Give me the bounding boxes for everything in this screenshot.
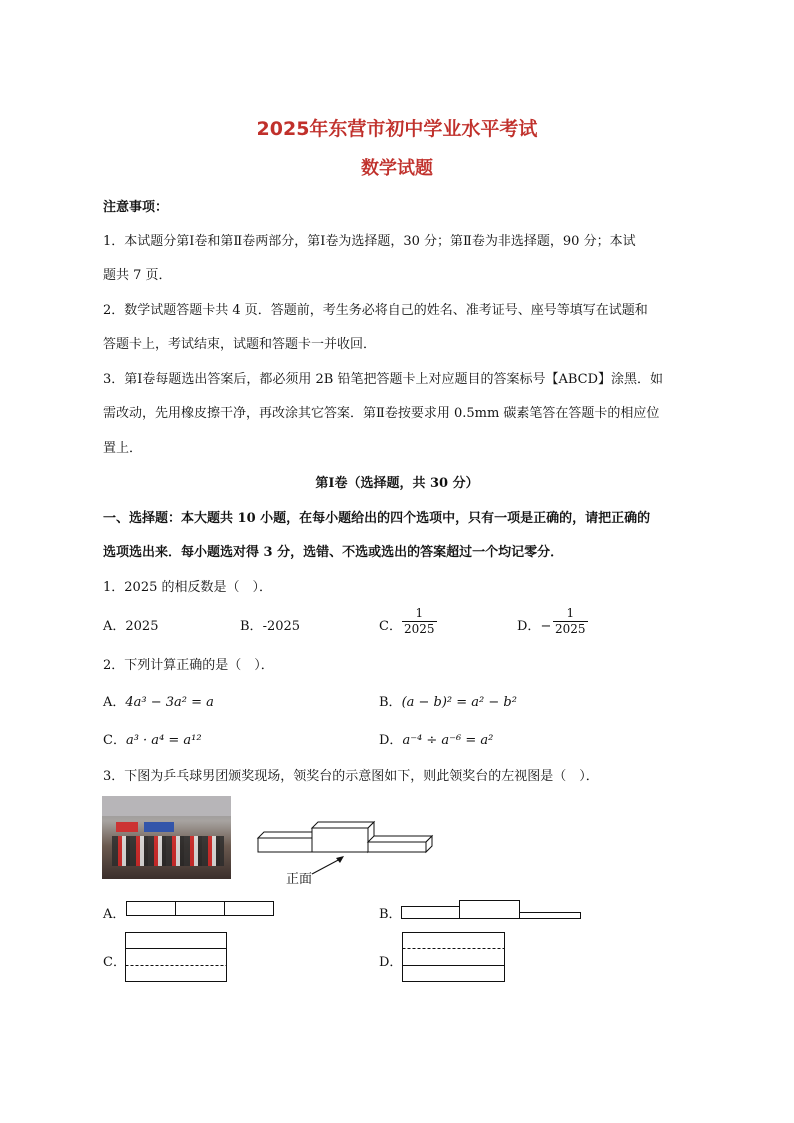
option-label: D． — [379, 733, 403, 748]
photo-sign — [144, 822, 174, 832]
option-label: D． — [517, 619, 541, 634]
fraction-numerator: 1 — [415, 606, 424, 620]
option-math: 4a³ − 3a² = a — [125, 695, 214, 710]
photo-banner — [102, 796, 231, 816]
q3-option-b-label[interactable]: B． — [379, 907, 402, 922]
q3-option-b-figure[interactable] — [401, 898, 586, 922]
notice-item-2-cont: 答题卡上，考试结束，试题和答题卡一并收回． — [103, 337, 377, 352]
front-view-label: 正面 — [286, 872, 313, 887]
notice-item-2: 2．数学试题答题卡共 4 页．答题前，考生务必将自己的姓名、准考证号、座号等填写在试题和 — [103, 303, 648, 318]
fraction-denominator: 2025 — [555, 622, 586, 636]
q1-option-c-fraction — [402, 606, 437, 637]
q2-option-a[interactable] — [103, 691, 214, 710]
option-label: A． — [103, 695, 126, 710]
q2-option-b[interactable] — [379, 691, 517, 710]
notice-item-1-cont: 题共 7 页． — [103, 268, 172, 283]
page-title: 2025年东营市初中学业水平考试 — [256, 118, 538, 140]
notice-heading: 注意事项： — [103, 200, 169, 215]
minus-sign: − — [540, 619, 552, 634]
arrow-head — [336, 856, 344, 863]
notice-item-3: 3．第Ⅰ卷每题选出答案后，都必须用 2B 铅笔把答题卡上对应题目的答案标号【ABCD】涂黑．如 — [103, 372, 664, 387]
option-text: -2025 — [262, 619, 301, 634]
option-math: (a − b)² = a² − b² — [401, 695, 517, 710]
photo-people — [112, 836, 224, 866]
q1-stem: 1．2025 的相反数是（ ）． — [103, 580, 272, 595]
q1-option-d-fraction — [553, 606, 588, 637]
q1-option-a[interactable] — [103, 615, 158, 634]
q1-option-b[interactable] — [240, 615, 300, 634]
page-subtitle: 数学试题 — [361, 158, 433, 179]
q2-option-c[interactable] — [103, 729, 202, 748]
fraction-denominator: 2025 — [404, 622, 435, 636]
notice-item-1: 1．本试题分第Ⅰ卷和第Ⅱ卷两部分，第Ⅰ卷为选择题，30 分；第Ⅱ卷为非选择题，90 分；本试 — [103, 234, 636, 249]
option-label: A． — [103, 619, 126, 634]
q3-option-a-figure[interactable] — [126, 901, 276, 921]
option-label: B． — [240, 619, 263, 634]
q2-stem: 2．下列计算正确的是（ ）． — [103, 658, 274, 673]
q3-option-d-label[interactable]: D． — [379, 955, 403, 970]
q3-option-c-figure[interactable] — [125, 932, 229, 984]
q1-option-d[interactable] — [517, 615, 551, 634]
award-ceremony-photo — [102, 796, 231, 879]
option-label: B． — [379, 695, 402, 710]
notice-item-3-cont2: 置上． — [103, 441, 143, 456]
option-math: a⁻⁴ ÷ a⁻⁶ = a² — [402, 733, 494, 748]
option-text: 2025 — [125, 619, 159, 634]
option-math: a³ · a⁴ = a¹² — [125, 733, 202, 748]
q1-option-c[interactable] — [379, 615, 402, 634]
option-label: C． — [379, 619, 402, 634]
q3-option-a-label[interactable]: A． — [103, 907, 126, 922]
q2-option-d[interactable] — [379, 729, 493, 748]
view-arrow — [312, 858, 342, 874]
podium-diagram — [256, 820, 436, 890]
notice-item-3-cont: 需改动，先用橡皮擦干净，再改涂其它答案．第Ⅱ卷按要求用 0.5mm 碳素笔答在答题卡的相应位 — [103, 406, 660, 421]
q3-option-d-figure[interactable] — [402, 932, 508, 984]
fraction-numerator: 1 — [566, 606, 575, 620]
section-intro-cont: 选项选出来．每小题选对得 3 分，选错、不选或选出的答案超过一个均记零分． — [103, 545, 564, 560]
photo-sign — [116, 822, 138, 832]
q3-option-c-label[interactable]: C． — [103, 955, 126, 970]
option-label: C． — [103, 733, 126, 748]
q3-stem: 3．下图为乒乓球男团颁奖现场，领奖台的示意图如下，则此领奖台的左视图是（ ）． — [103, 769, 599, 784]
section-heading: 第Ⅰ卷（选择题，共 30 分） — [315, 476, 479, 491]
section-intro: 一、选择题：本大题共 10 小题，在每小题给出的四个选项中，只有一项是正确的，请把正确的 — [103, 511, 651, 526]
